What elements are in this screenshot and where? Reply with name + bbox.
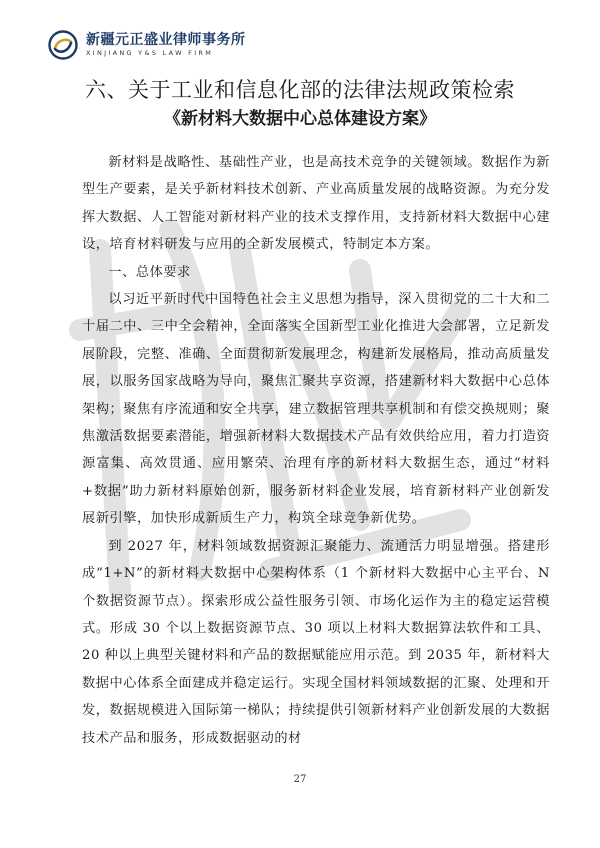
firm-name-cn: 新疆元正盛业律师事务所 (86, 32, 246, 49)
section-title: 六、关于工业和信息化部的法律法规政策检索 (85, 78, 515, 102)
firm-header (48, 30, 246, 60)
section-heading: 一、总体要求 (108, 264, 191, 280)
page-number: 27 (293, 774, 307, 785)
document-subtitle: 《新材料大数据中心总体建设方案》 (164, 109, 436, 129)
paragraph: 到 2027 年，材料领域数据资源汇聚能力、流通活力明显增强。搭建形成“1+N”的新材料大数据中心架构体系（1 个新材料大数据中心主平台、N 个数据资源节点）。探索形成公益性服务引领、市场化运作为主的稳定运营模式。形成 30 个以上数据资源节点、30 项以上材料大数据算法软件和工具、20 种以上典型关键材料和产品的数据赋能应用示范。到 2035 年，新材料大数据中心体系全面建成并稳定运行。实现全国材料领域数据的汇聚、处理和开发，数据规模进入国际第一梯队；持续提供引领新材料产业创新发展的大数据技术产品和服务，形成数据驱动的材 (82, 538, 550, 746)
firm-logo-icon (48, 30, 78, 60)
paragraph: 新材料是战略性、基础性产业，也是高技术竞争的关键领域。数据作为新型生产要素，是关乎新材料技术创新、产业高质量发展的战略资源。为充分发挥大数据、人工智能对新材料产业的技术支撑作用，支持新材料大数据中心建设，培育材料研发与应用的全新发展模式，特制定本方案。 (82, 155, 550, 253)
firm-name-en: XINJIANG Y&S LAW FIRM (86, 49, 214, 58)
paragraph: 以习近平新时代中国特色社会主义思想为指导，深入贯彻党的二十大和二十届二中、三中全会精神，全面落实全国新型工业化推进大会部署，立足新发展阶段，完整、准确、全面贯彻新发展理念，构建新发展格局，推动高质量发展，以服务国家战略为导向，聚焦汇聚共享资源，搭建新材料大数据中心总体架构；聚焦有序流通和安全共享，建立数据管理共享机制和有偿交换规则；聚焦激活数据要素潜能，增强新材料大数据技术产品有效供给应用，着力打造资源富集、高效贯通、应用繁荣、治理有序的新材料大数据生态，通过“材料+数据”助力新材料原始创新，服务新材料企业发展，培育新材料产业创新发展新引擎，加快形成新质生产力，构筑全球竞争新优势。 (82, 292, 550, 527)
body-text (82, 149, 550, 752)
